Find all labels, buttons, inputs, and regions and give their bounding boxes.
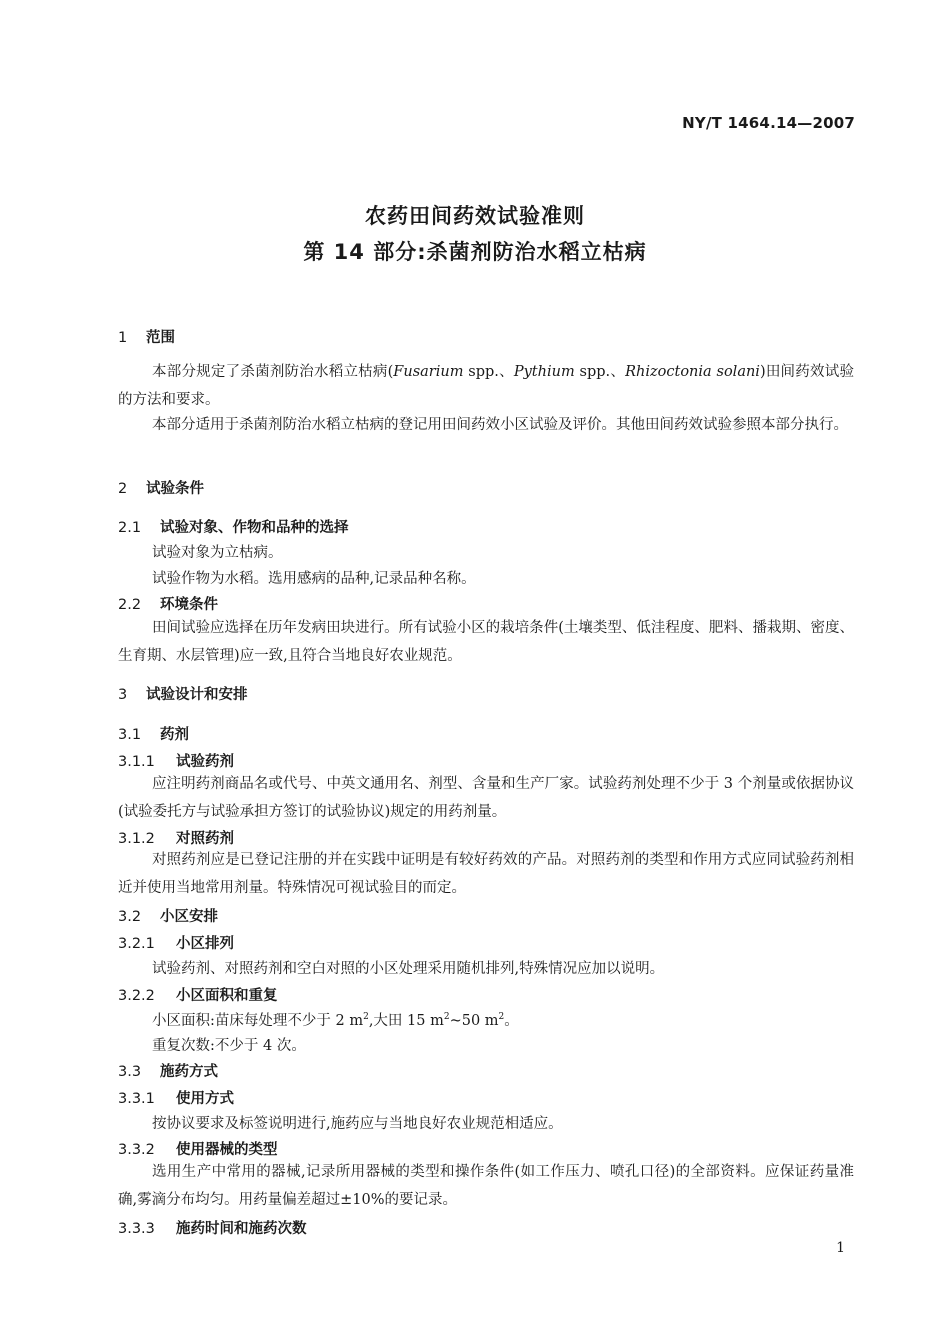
superscript: 2 <box>363 1012 369 1023</box>
section-heading-3-3-3 <box>118 1217 307 1238</box>
page-number: 1 <box>836 1240 845 1256</box>
section-heading-1 <box>118 326 175 347</box>
text-run: spp.、 <box>463 364 514 380</box>
text-run: )田间药效试验的方法和要求。 <box>118 364 854 408</box>
section-title: 施药时间和施药次数 <box>176 1221 307 1237</box>
paragraph-crop: 试验作物为水稻。选用感病的品种,记录品种名称。 <box>152 571 476 587</box>
paragraph-scope-2: 本部分适用于杀菌剂防治水稻立枯病的登记用田间药效小区试验及评价。其他田间药效试验参照本部分执行。 <box>152 417 848 433</box>
paragraph-plot-area <box>152 1009 519 1030</box>
section-title: 试验条件 <box>146 481 204 497</box>
section-title: 试验对象、作物和品种的选择 <box>160 520 349 536</box>
text-run: ~50 m <box>449 1013 499 1029</box>
section-heading-3-2-2 <box>118 984 278 1005</box>
text-run: spp.、 <box>574 364 626 380</box>
section-number: 3.3 <box>118 1064 142 1080</box>
species-name: Rhizoctonia solani <box>625 364 760 380</box>
document-title: 农药田间药效试验准则 <box>365 204 585 228</box>
paragraph-scope-1 <box>118 358 854 414</box>
section-number: 3.2.2 <box>118 988 155 1004</box>
section-number: 3.3.2 <box>118 1142 155 1158</box>
text-run: 小区面积:苗床每处理不少于 2 m <box>152 1013 364 1029</box>
text-run: 本部分规定了杀菌剂防治水稻立枯病( <box>152 364 394 380</box>
section-title: 环境条件 <box>160 597 218 613</box>
section-title: 范围 <box>146 330 175 346</box>
section-heading-3 <box>118 683 248 704</box>
section-title: 小区排列 <box>176 936 234 952</box>
section-title: 使用器械的类型 <box>176 1142 278 1158</box>
section-title: 使用方式 <box>176 1091 234 1107</box>
section-heading-3-1-2 <box>118 827 234 848</box>
section-number: 3.3.3 <box>118 1221 155 1237</box>
section-heading-2-1 <box>118 516 349 537</box>
section-number: 3.1.2 <box>118 831 155 847</box>
section-number: 3.1.1 <box>118 754 155 770</box>
paragraph-environment: 田间试验应选择在历年发病田块进行。所有试验小区的栽培条件(土壤类型、低洼程度、肥料、播栽期、密度、生育期、水层管理)应一致,且符合当地良好农业规范。 <box>118 620 854 664</box>
section-number: 3.2 <box>118 909 142 925</box>
section-number: 2.1 <box>118 520 142 536</box>
superscript: 2 <box>498 1012 505 1023</box>
section-number: 3.1 <box>118 727 142 743</box>
text-run: ,大田 15 m <box>368 1013 444 1029</box>
section-heading-3-2-1 <box>118 932 234 953</box>
section-number: 2.2 <box>118 597 142 613</box>
section-heading-3-3 <box>118 1060 218 1081</box>
section-heading-2-2 <box>118 593 218 614</box>
section-number: 3 <box>118 687 128 703</box>
section-title: 试验设计和安排 <box>146 687 248 703</box>
section-number: 3.2.1 <box>118 936 155 952</box>
paragraph-test-agent: 应注明药剂商品名或代号、中英文通用名、剂型、含量和生产厂家。试验药剂处理不少于 3 个剂量或依据协议(试验委托方与试验承担方签订的试验协议)规定的用药剂量。 <box>118 776 854 820</box>
section-title: 施药方式 <box>160 1064 218 1080</box>
paragraph-plot-arrangement: 试验药剂、对照药剂和空白对照的小区处理采用随机排列,特殊情况应加以说明。 <box>152 961 665 977</box>
section-heading-3-2 <box>118 905 218 926</box>
species-name: Fusarium <box>393 364 464 380</box>
section-heading-3-3-2 <box>118 1138 278 1159</box>
section-title: 对照药剂 <box>176 831 234 847</box>
section-heading-2 <box>118 477 204 498</box>
section-number: 3.3.1 <box>118 1091 155 1107</box>
section-title: 小区安排 <box>160 909 218 925</box>
superscript: 2 <box>443 1012 450 1023</box>
paragraph-control-agent: 对照药剂应是已登记注册的并在实践中证明是有较好药效的产品。对照药剂的类型和作用方式应同试验药剂相近并使用当地常用剂量。特殊情况可视试验目的而定。 <box>118 852 854 896</box>
text-run: 。 <box>504 1013 519 1029</box>
paragraph-equipment: 选用生产中常用的器械,记录所用器械的类型和操作条件(如工作压力、喷孔口径)的全部资料。应保证药量准确,雾滴分布均匀。用药量偏差超过±10%的要记录。 <box>118 1164 854 1208</box>
section-heading-3-3-1 <box>118 1087 234 1108</box>
section-title: 药剂 <box>160 727 189 743</box>
section-heading-3-1 <box>118 723 189 744</box>
section-title: 小区面积和重复 <box>176 988 278 1004</box>
paragraph-replicates: 重复次数:不少于 4 次。 <box>152 1038 306 1054</box>
document-subtitle: 第 14 部分:杀菌剂防治水稻立枯病 <box>303 240 647 264</box>
standard-code: NY/T 1464.14—2007 <box>682 114 855 132</box>
paragraph-application-method: 按协议要求及标签说明进行,施药应与当地良好农业规范相适应。 <box>152 1116 563 1132</box>
section-title: 试验药剂 <box>176 754 234 770</box>
section-heading-3-1-1 <box>118 750 234 771</box>
paragraph-target: 试验对象为立枯病。 <box>152 545 283 561</box>
section-number: 1 <box>118 330 128 346</box>
species-name: Pythium <box>513 364 575 380</box>
section-number: 2 <box>118 481 128 497</box>
